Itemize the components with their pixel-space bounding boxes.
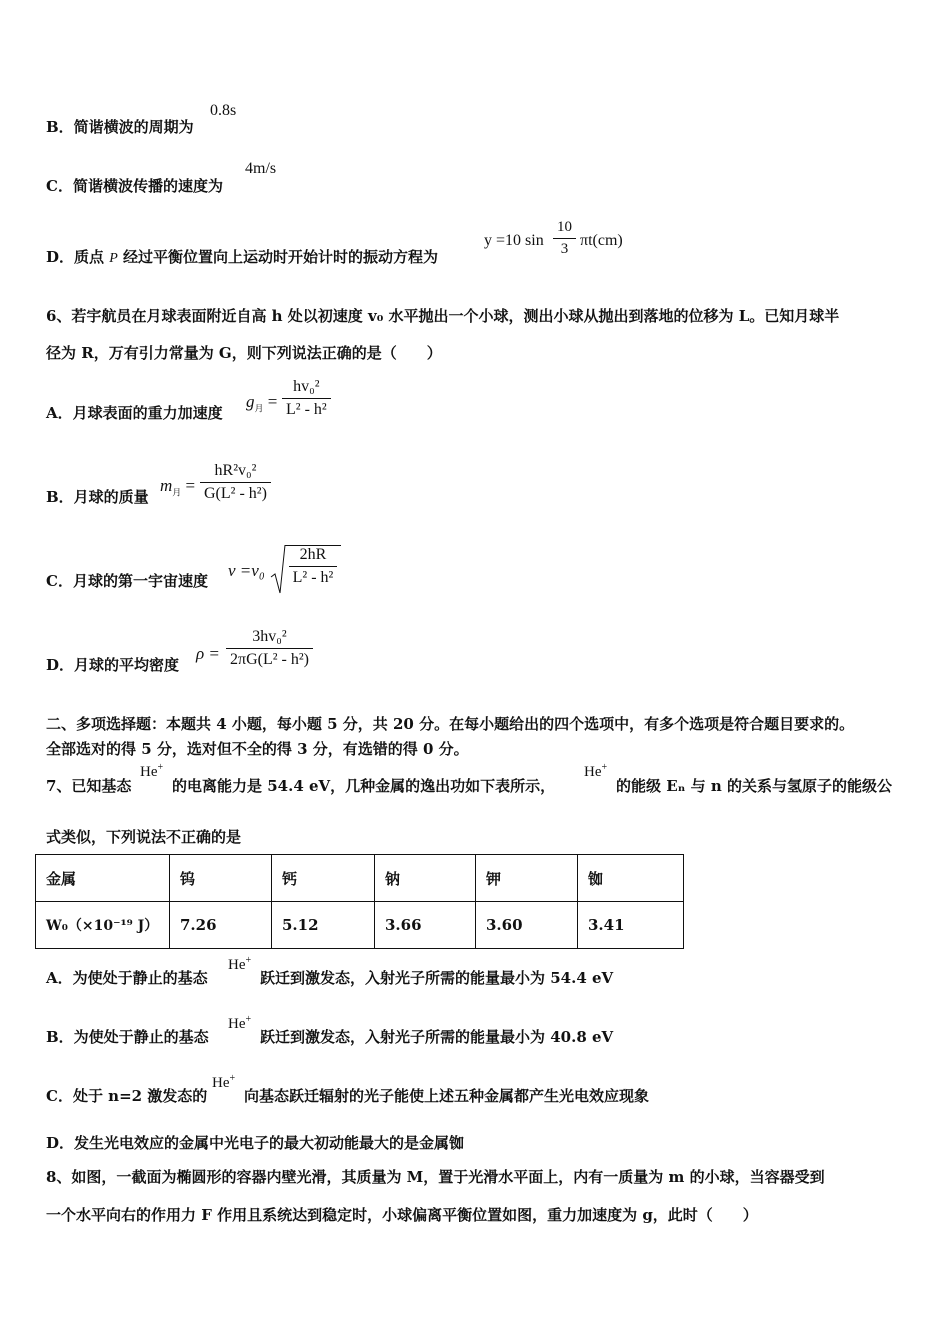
q6-option-b: B．月球的质量 <box>46 488 149 506</box>
table-cell: 5.12 <box>272 902 375 949</box>
q5-option-c-label: C．简谐横波传播的速度为 <box>46 177 223 195</box>
q6-option-b-lhs: $m_月$ = <box>160 476 196 498</box>
q5-option-d-label: D．质点 <box>46 248 105 266</box>
q5-eq-den: 3 <box>560 241 569 257</box>
q7-option-a-a: A．为使处于静止的基态 <box>46 969 208 987</box>
q5-eq-fraction <box>553 219 576 258</box>
table-row-label: W₀（×10⁻¹⁹ J） <box>36 902 170 949</box>
q7-stem-b: 的电离能力是 54.4 eV，几种金属的逸出功如下表所示， <box>172 777 556 795</box>
q7-option-c-b: 向基态跃迁辐射的光子能使上述五种金属都产生光电效应现象 <box>244 1087 650 1105</box>
table-header-cell: 钙 <box>272 855 375 902</box>
q7-he-ion-2: He+ <box>584 762 608 780</box>
q7-option-b-a: B．为使处于静止的基态 <box>46 1028 209 1046</box>
table-header-cell: 金属 <box>36 855 170 902</box>
q7-option-a-b: 跃迁到激发态，入射光子所需的能量最小为 54.4 eV <box>260 969 614 987</box>
table-row <box>36 902 684 949</box>
q6-option-d-den: 2πG(L² - h²) <box>230 651 309 668</box>
q6-option-d-lhs: ρ = <box>196 644 220 663</box>
q7-stem-c: 的能级 Eₙ 与 n 的关系与氢原子的能级公 <box>616 777 893 795</box>
q5-option-b-label: B．简谐横波的周期为 <box>46 118 194 136</box>
q6-stem-line2: 径为 R，万有引力常量为 G，则下列说法正确的是（ ） <box>46 344 442 362</box>
q6-option-a-fraction <box>282 378 331 419</box>
q7-he-ion: He+ <box>228 955 252 973</box>
fraction-bar <box>289 566 337 567</box>
q7-option-c-a: C．处于 n=2 激发态的 <box>46 1087 208 1105</box>
q6-option-b-den: G(L² - h²) <box>204 485 267 502</box>
q5-option-b-value: 0.8s <box>210 102 237 119</box>
table-header-cell: 钾 <box>476 855 578 902</box>
q7-he-ion: He+ <box>212 1073 236 1091</box>
table-header-row <box>36 855 684 902</box>
fraction-bar <box>200 482 271 483</box>
section2-heading-line1: 二、多项选择题：本题共 4 小题，每小题 5 分，共 20 分。在每小题给出的四个选项中，有多个选项是符合题目要求的。 <box>46 715 855 733</box>
table-cell: 7.26 <box>170 902 272 949</box>
q5-eq-num: 10 <box>557 219 572 235</box>
q6-option-c: C．月球的第一宇宙速度 <box>46 572 208 590</box>
q6-option-d-num: 3hv₀² <box>252 628 287 645</box>
table-header-cell: 钨 <box>170 855 272 902</box>
q7-he-ion: He+ <box>228 1014 252 1032</box>
q6-option-c-num: 2hR <box>299 546 327 563</box>
q6-option-a-num: hv₀² <box>293 378 320 395</box>
table-header-cell: 钠 <box>375 855 476 902</box>
table-cell: 3.66 <box>375 902 476 949</box>
table-cell: 3.41 <box>578 902 684 949</box>
q5-point-p: P <box>109 251 118 266</box>
q7-he-ion-1: He+ <box>140 762 164 780</box>
q6-option-c-lhs: v =v₀ <box>228 561 265 580</box>
q5-eq-right: πt(cm) <box>580 232 623 249</box>
q6-option-b-fraction <box>200 462 271 503</box>
q7-stem-a: 7、已知基态 <box>46 777 132 795</box>
table-header-cell: 铷 <box>578 855 684 902</box>
q6-option-a: A．月球表面的重力加速度 <box>46 404 223 422</box>
table-cell: 3.60 <box>476 902 578 949</box>
q6-stem-line1: 6、若宇航员在月球表面附近自高 h 处以初速度 v₀ 水平抛出一个小球，测出小球从抛出到落地的位移为 L。已知月球半 <box>46 307 840 325</box>
q6-option-c-den: L² - h² <box>292 569 334 586</box>
q6-option-a-den: L² - h² <box>286 401 327 418</box>
q5-option-d-text: 经过平衡位置向上运动时开始计时的振动方程为 <box>123 248 439 266</box>
q6-option-a-lhs: $g_月$ = <box>246 392 278 414</box>
sqrt-icon <box>270 543 286 595</box>
q5-eq-left: y =10 sin <box>484 232 544 249</box>
fraction-bar <box>226 648 313 649</box>
q8-stem-line1: 8、如图，一截面为椭圆形的容器内壁光滑，其质量为 M，置于光滑水平面上，内有一质量为 m 的小球，当容器受到 <box>46 1168 825 1186</box>
q5-option-c-value: 4m/s <box>245 160 277 177</box>
q5-option-c <box>46 175 223 196</box>
q6-option-d: D．月球的平均密度 <box>46 656 180 674</box>
q6-option-d-fraction <box>226 628 313 669</box>
q7-stem-line2: 式类似，下列说法不正确的是 <box>46 828 242 846</box>
q5-option-d <box>46 246 438 267</box>
section2-heading-line2: 全部选对的得 5 分，选对但不全的得 3 分，有选错的得 0 分。 <box>46 740 469 758</box>
work-function-table <box>35 854 684 949</box>
q7-option-d: D．发生光电效应的金属中光电子的最大初动能最大的是金属铷 <box>46 1134 465 1152</box>
q6-option-b-num: hR²v₀² <box>214 462 257 479</box>
q8-stem-line2: 一个水平向右的作用力 F 作用且系统达到稳定时，小球偏离平衡位置如图，重力加速度为 g，此时（ ） <box>46 1206 758 1224</box>
q7-option-b-b: 跃迁到激发态，入射光子所需的能量最小为 40.8 eV <box>260 1028 614 1046</box>
fraction-bar <box>282 398 331 399</box>
q5-option-b <box>46 116 194 137</box>
fraction-bar <box>553 238 576 239</box>
